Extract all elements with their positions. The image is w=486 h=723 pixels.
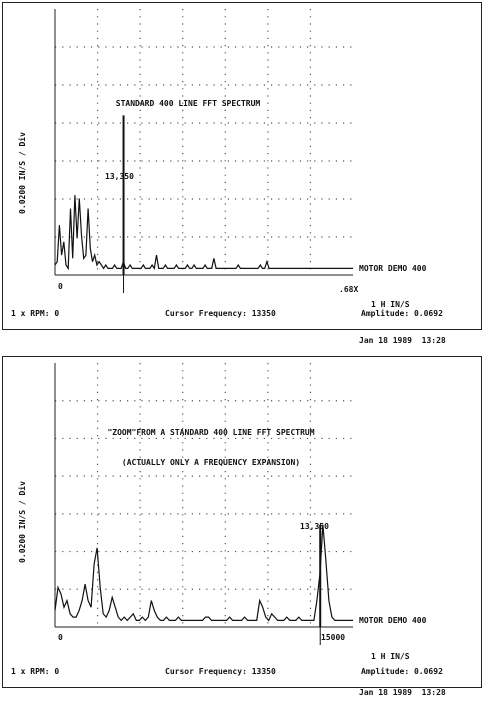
chart-subtitle: (ACTUALLY ONLY A FREQUENCY EXPANSION) bbox=[121, 458, 301, 467]
date-label: Jan 18 1989 bbox=[359, 688, 412, 697]
spectrum-trace bbox=[55, 525, 353, 621]
rpm-readout: 1 x RPM: 0 bbox=[11, 667, 60, 676]
measurement-info bbox=[359, 239, 446, 371]
cursor-frequency-readout: Cursor Frequency: 13350 bbox=[165, 309, 276, 318]
cursor-value-label: 13,350 bbox=[105, 172, 134, 181]
y-axis-label: 0.0200 IN/S / Div bbox=[18, 132, 27, 214]
chart-title: "ZOOM"FROM A STANDARD 400 LINE FFT SPECTRUM bbox=[107, 428, 315, 437]
amplitude-readout: Amplitude: 0.0692 bbox=[361, 309, 443, 318]
status-footer bbox=[3, 667, 481, 679]
measurement-info bbox=[359, 591, 446, 723]
machine-name: MOTOR DEMO 400 bbox=[359, 616, 427, 625]
x-axis-start-label: 0 bbox=[58, 282, 63, 291]
status-footer bbox=[3, 309, 481, 321]
units-label: 1 H IN/S bbox=[371, 300, 410, 309]
units-label: 1 H IN/S bbox=[371, 652, 410, 661]
spectrum-panel-zoom bbox=[2, 356, 482, 697]
y-axis-label: 0.0200 IN/S / Div bbox=[18, 481, 27, 563]
chart-grid bbox=[55, 9, 353, 275]
date-label: Jan 18 1989 bbox=[359, 336, 412, 345]
time-label: 13:28 bbox=[421, 688, 446, 697]
cursor-frequency-readout: Cursor Frequency: 13350 bbox=[165, 667, 276, 676]
machine-name: MOTOR DEMO 400 bbox=[359, 264, 427, 273]
rpm-readout: 1 x RPM: 0 bbox=[11, 309, 60, 318]
amplitude-readout: Amplitude: 0.0692 bbox=[361, 667, 443, 676]
x-axis-start-label: 0 bbox=[58, 633, 63, 642]
spectrum-panel-standard bbox=[2, 2, 482, 345]
cursor-value-label: 13,350 bbox=[300, 522, 329, 531]
spectrum-series bbox=[55, 115, 353, 293]
x-axis-end-label: .68X bbox=[339, 285, 359, 294]
time-label: 13:28 bbox=[421, 336, 446, 345]
x-axis-end-label: 15000 bbox=[321, 633, 346, 642]
spectrum-trace bbox=[55, 195, 353, 268]
chart-title: STANDARD 400 LINE FFT SPECTRUM bbox=[115, 99, 261, 108]
